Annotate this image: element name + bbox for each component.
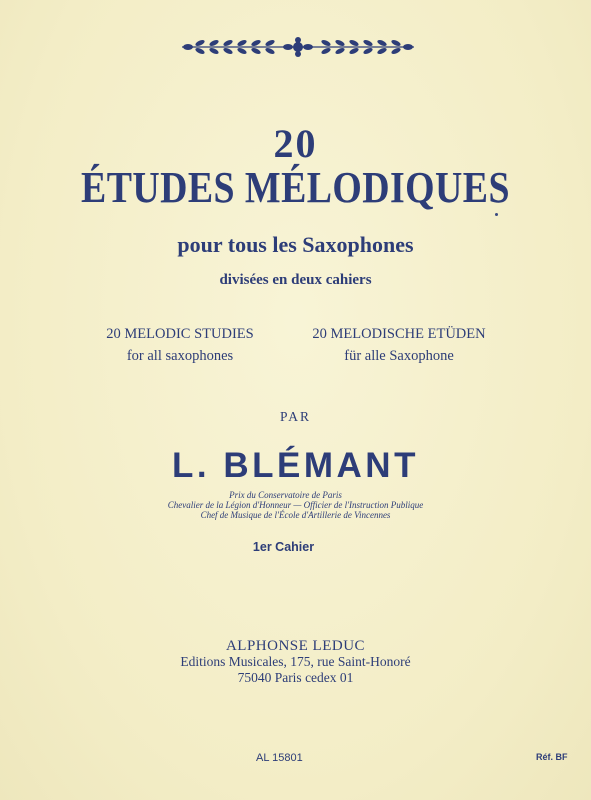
publisher-name: ALPHONSE LEDUC	[225, 638, 366, 654]
publisher-address: Editions Musicales, 175, rue Saint-Honoré	[180, 654, 411, 669]
honor-line: Prix du Conservatoire de Paris	[229, 490, 342, 500]
reference-code: Réf. BF	[536, 752, 568, 762]
composer-name: L. BLÉMANT	[172, 446, 419, 485]
german-subtitle: für alle Saxophone	[344, 348, 454, 364]
opus-number: 20	[273, 121, 318, 166]
german-title: 20 MELODISCHE ETÜDEN	[312, 326, 486, 342]
english-subtitle: for all saxophones	[126, 348, 234, 364]
floral-border-ornament-icon	[180, 36, 416, 58]
print-speck	[495, 213, 498, 216]
publisher-city: 75040 Paris cedex 01	[237, 670, 354, 685]
by-label: PAR	[279, 409, 312, 424]
german-title-block	[284, 323, 514, 367]
english-title-block	[80, 323, 280, 367]
english-title: 20 MELODIC STUDIES	[106, 326, 254, 342]
subtitle: pour tous les Saxophones	[177, 232, 414, 257]
honor-line: Chevalier de la Légion d'Honneur — Officier de l'Instruction Publique	[167, 500, 424, 510]
catalog-number: AL 15801	[256, 752, 303, 764]
page-title: ÉTUDES MÉLODIQUES	[81, 163, 510, 212]
division-note: divisées en deux cahiers	[219, 272, 372, 288]
volume-label: 1er Cahier	[252, 540, 315, 554]
honor-line: Chef de Musique de l'École d'Artillerie de Vincennes	[200, 510, 391, 520]
